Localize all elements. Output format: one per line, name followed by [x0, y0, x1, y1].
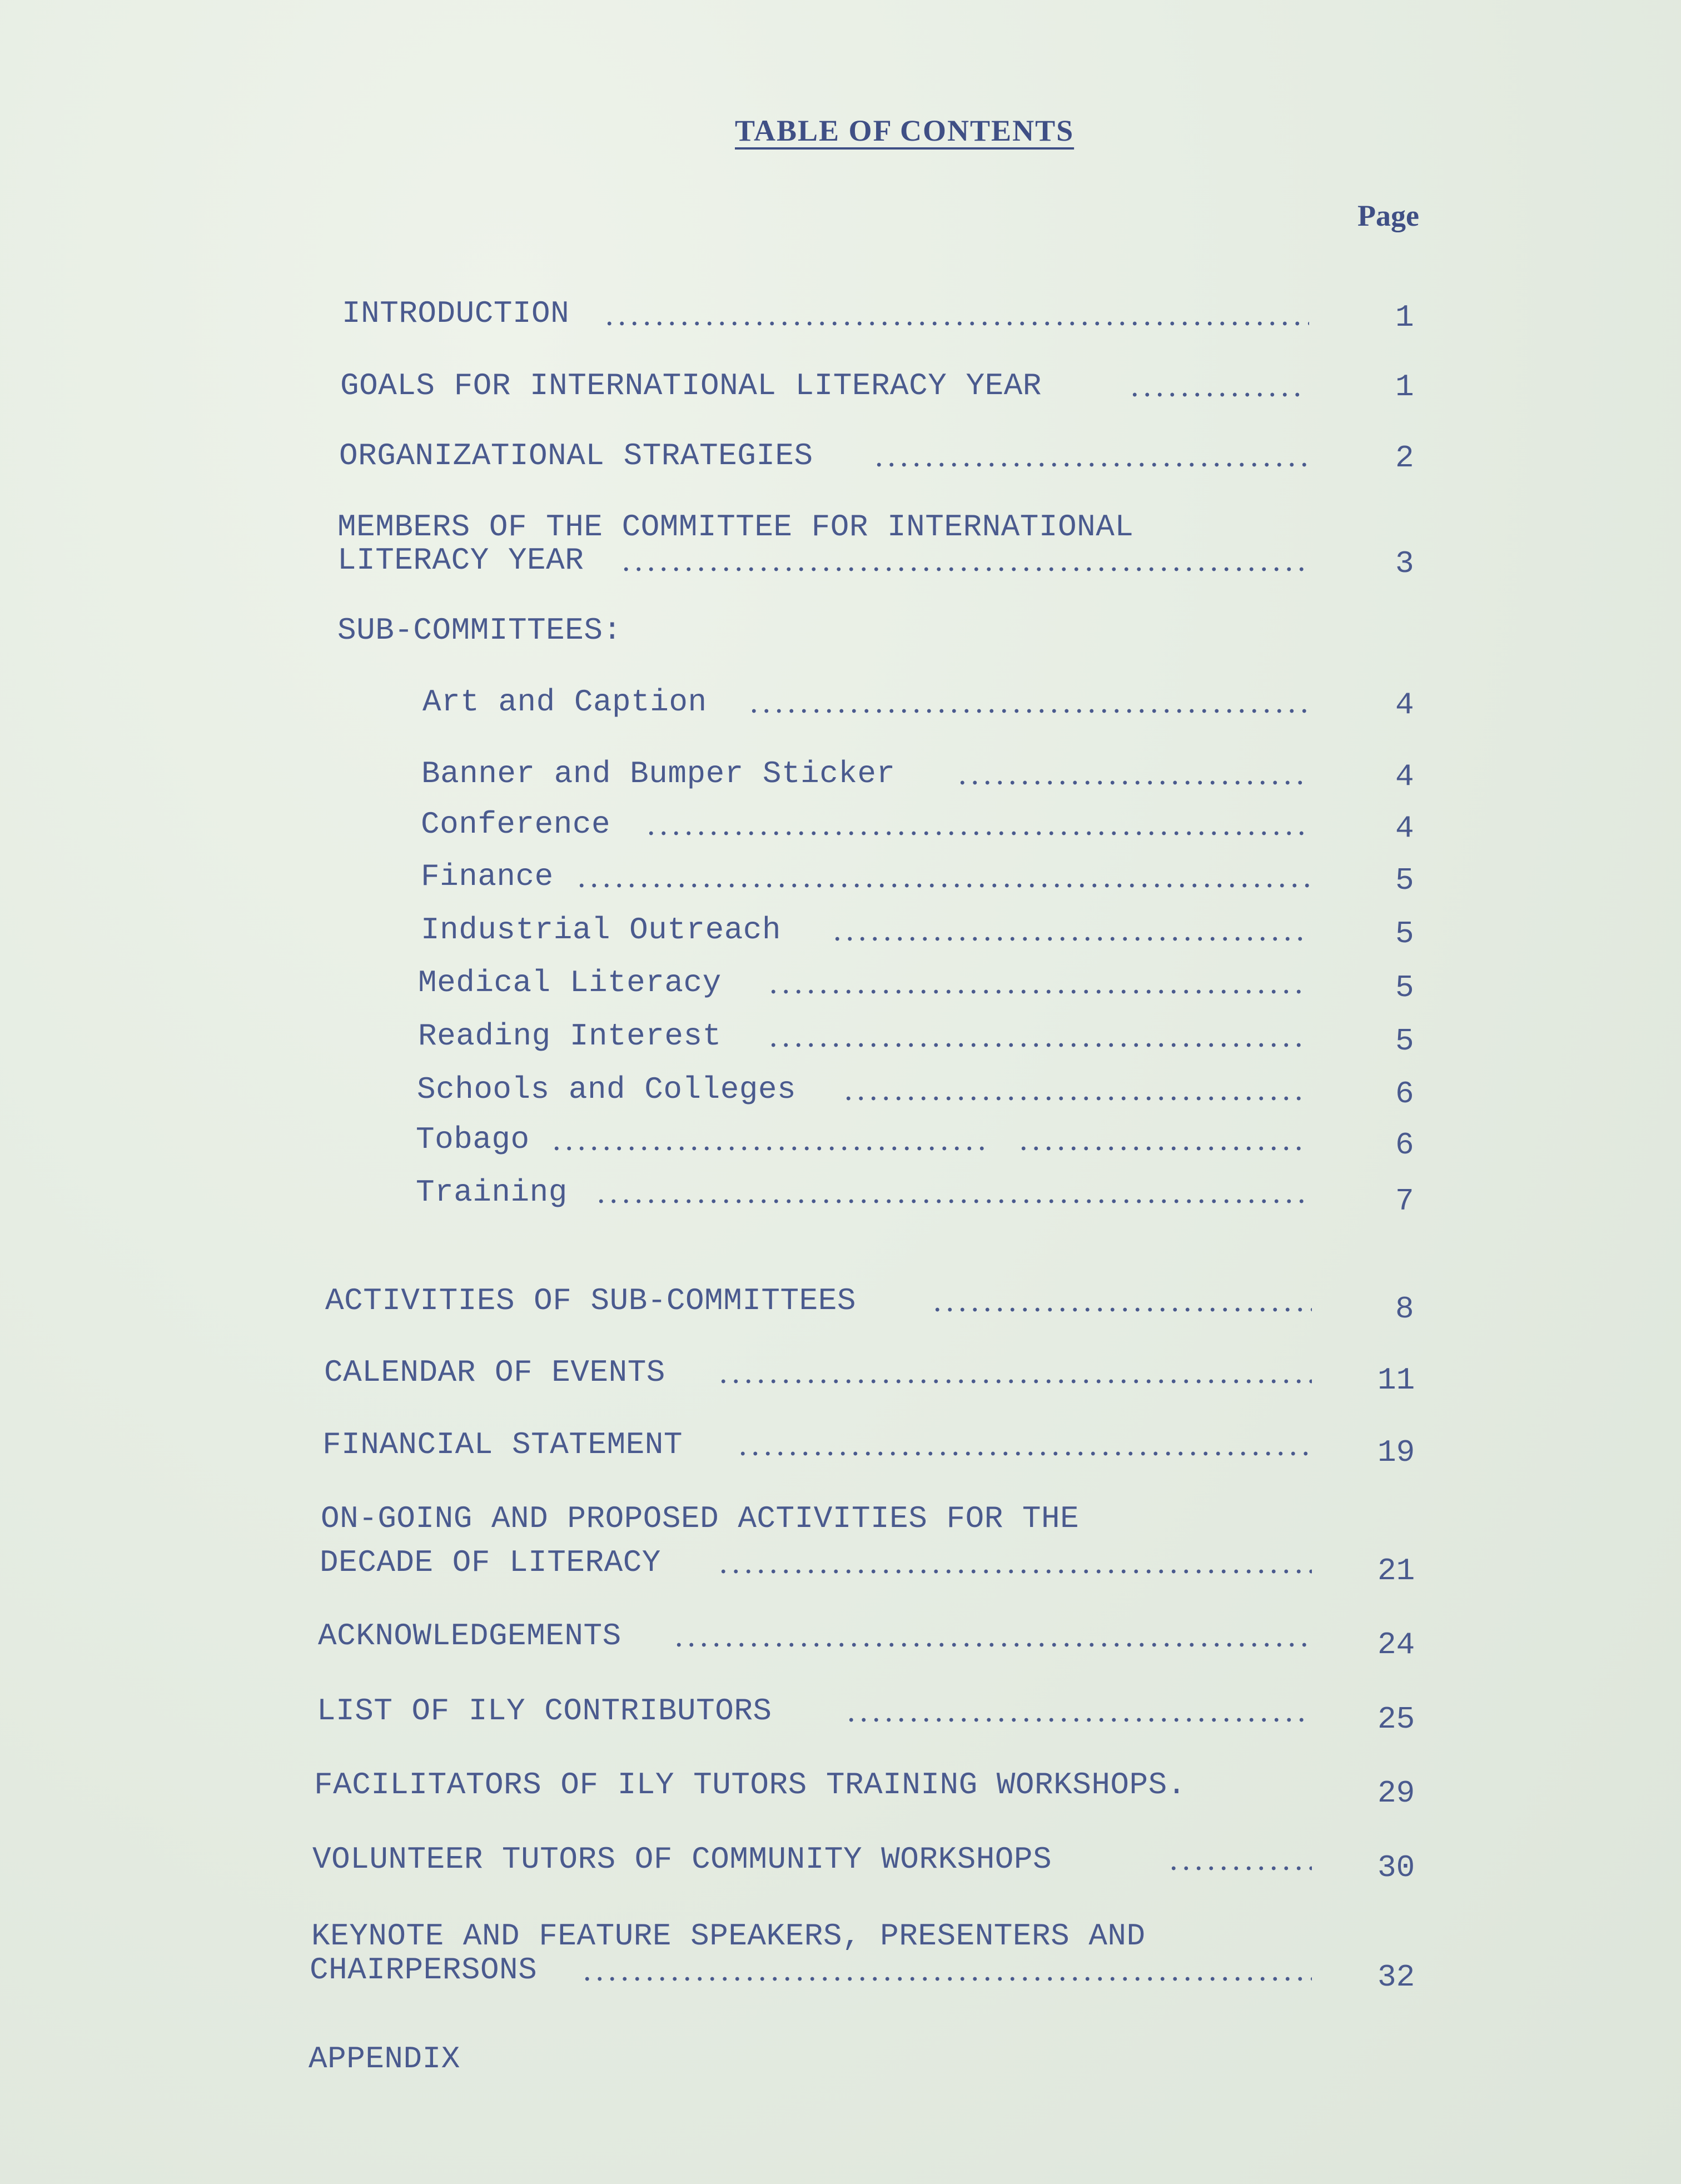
toc-entry-label: FACILITATORS OF ILY TUTORS TRAINING WORKSHOPS.	[314, 1767, 1186, 1803]
toc-entry-calendar-of-events	[324, 1355, 665, 1390]
toc-page-number: 4	[1395, 687, 1414, 723]
toc-subentry-reading-interest	[418, 1019, 722, 1053]
toc-subentry-medical-literacy	[418, 966, 722, 1000]
dot-leader	[931, 1307, 1312, 1312]
toc-page-number: 29	[1377, 1775, 1415, 1811]
toc-page-number: 1	[1395, 369, 1414, 405]
toc-subentry-tobago	[416, 1122, 530, 1157]
toc-page-number: 5	[1395, 916, 1414, 952]
toc-entry-organizational-strategies	[339, 439, 813, 473]
dot-leader	[767, 989, 1309, 994]
dot-leader	[673, 1642, 1312, 1648]
toc-entry-label: APPENDIX	[309, 2041, 460, 2077]
toc-entry-label: SUB-COMMITTEES:	[337, 613, 622, 648]
toc-entry-label: Industrial Outreach	[421, 912, 782, 948]
toc-entry-label: CHAIRPERSONS	[310, 1952, 538, 1988]
toc-entry-label: GOALS FOR INTERNATIONAL LITERACY YEAR	[340, 368, 1042, 404]
dot-leader	[873, 462, 1309, 467]
toc-entry-label: ACTIVITIES OF SUB-COMMITTEES	[325, 1283, 856, 1319]
toc-entry-label: INTRODUCTION	[342, 296, 570, 331]
toc-subentry-schools-and-colleges	[417, 1072, 796, 1107]
toc-page-number: 3	[1395, 546, 1414, 581]
toc-entry-label: Reading Interest	[418, 1018, 722, 1054]
toc-entry-label: LIST OF ILY CONTRIBUTORS	[317, 1693, 772, 1729]
toc-subentry-conference	[421, 807, 610, 842]
toc-page-number: 5	[1395, 970, 1414, 1006]
toc-entry-list-of-ily-contributors	[317, 1694, 772, 1728]
toc-page-number: 19	[1377, 1435, 1415, 1470]
toc-entry-label: Tobago	[416, 1122, 530, 1157]
toc-entry-label: CALENDAR OF EVENTS	[324, 1355, 665, 1390]
dot-leader	[595, 1198, 1309, 1204]
toc-entry-keynote-speakers	[310, 1953, 537, 1987]
toc-entry-label: ORGANIZATIONAL STRATEGIES	[339, 438, 813, 474]
dot-leader	[620, 566, 1309, 572]
toc-page-number: 8	[1395, 1291, 1414, 1327]
toc-entry-on-going-and-proposed-activities	[320, 1545, 661, 1580]
dot-leader	[1128, 392, 1306, 397]
toc-page-number: 25	[1377, 1702, 1415, 1737]
toc-entry-label: Conference	[421, 807, 611, 842]
dot-leader	[737, 1451, 1312, 1456]
toc-entry-label: Schools and Colleges	[417, 1072, 797, 1107]
toc-entry-label: DECADE OF LITERACY	[320, 1545, 661, 1580]
toc-entry-appendix	[309, 2042, 460, 2076]
toc-entry-acknowledgements	[318, 1619, 621, 1653]
toc-entry-label: FINANCIAL STATEMENT	[322, 1427, 683, 1462]
toc-page-number: 2	[1395, 440, 1414, 476]
toc-page-number: 4	[1395, 759, 1414, 794]
toc-page-number: 21	[1377, 1553, 1415, 1589]
toc-page-number: 5	[1395, 863, 1414, 898]
toc-subentry-banner-and-bumper-sticker	[421, 757, 896, 791]
toc-page-number: 6	[1395, 1076, 1414, 1112]
toc-entry-label: LITERACY YEAR	[337, 543, 584, 578]
dot-leader	[717, 1379, 1312, 1384]
dot-leader	[767, 1042, 1309, 1048]
toc-subentry-training	[416, 1175, 568, 1210]
toc-entry-label: Training	[416, 1175, 568, 1210]
dot-leader	[845, 1717, 1312, 1723]
toc-entry-label: Medical Literacy	[418, 965, 722, 1001]
dot-leader	[550, 1146, 992, 1151]
toc-entry-label: ACKNOWLEDGEMENTS	[318, 1618, 621, 1654]
toc-page-number: 4	[1395, 810, 1414, 846]
dot-leader	[748, 708, 1309, 714]
dot-leader	[842, 1096, 1309, 1101]
toc-page-number: 30	[1377, 1850, 1415, 1885]
toc-entry-financial-statement	[322, 1427, 683, 1462]
toc-entry-label: Finance	[421, 859, 554, 894]
page-column-header: Page	[1357, 199, 1419, 232]
dot-leader	[645, 830, 1309, 836]
dot-leader	[575, 883, 1309, 888]
toc-page-number: 7	[1395, 1183, 1414, 1219]
dot-leader	[717, 1569, 1312, 1574]
toc-entry-facilitators-of-ily-tutors	[314, 1768, 1186, 1802]
toc-entry-activities-of-sub-committees	[325, 1283, 856, 1318]
toc-entry-line1: MEMBERS OF THE COMMITTEE FOR INTERNATIONAL	[337, 509, 1134, 545]
toc-page-number: 6	[1395, 1127, 1414, 1163]
toc-subentry-art-and-caption	[422, 685, 707, 719]
toc-entry-members-of-committee	[337, 543, 584, 578]
dot-leader	[1017, 1146, 1309, 1151]
page-title: TABLE OF CONTENTS	[735, 114, 1075, 147]
toc-entry-volunteer-tutors	[312, 1842, 1052, 1877]
toc-page-number: 1	[1395, 300, 1414, 335]
toc-entry-label: Banner and Bumper Sticker	[421, 756, 896, 792]
dot-leader	[1167, 1865, 1312, 1871]
toc-page-number: 11	[1377, 1362, 1415, 1398]
dot-leader	[831, 936, 1309, 942]
toc-subentry-finance	[421, 859, 554, 894]
toc-entry-line1: ON-GOING AND PROPOSED ACTIVITIES FOR THE	[321, 1501, 1080, 1536]
toc-section-sub-committees	[337, 613, 622, 648]
toc-page-number: 24	[1377, 1627, 1415, 1663]
dot-leader	[603, 321, 1309, 326]
toc-subentry-industrial-outreach	[421, 913, 781, 947]
toc-entry-label: Art and Caption	[422, 684, 707, 720]
toc-entry-line1: KEYNOTE AND FEATURE SPEAKERS, PRESENTERS AND	[311, 1918, 1146, 1954]
dot-leader	[581, 1976, 1312, 1982]
toc-page-number: 32	[1377, 1959, 1415, 1995]
toc-page-number: 5	[1395, 1023, 1414, 1059]
toc-entry-label: VOLUNTEER TUTORS OF COMMUNITY WORKSHOPS	[312, 1842, 1052, 1877]
dot-leader	[956, 780, 1309, 785]
toc-entry-goals	[340, 369, 1042, 403]
